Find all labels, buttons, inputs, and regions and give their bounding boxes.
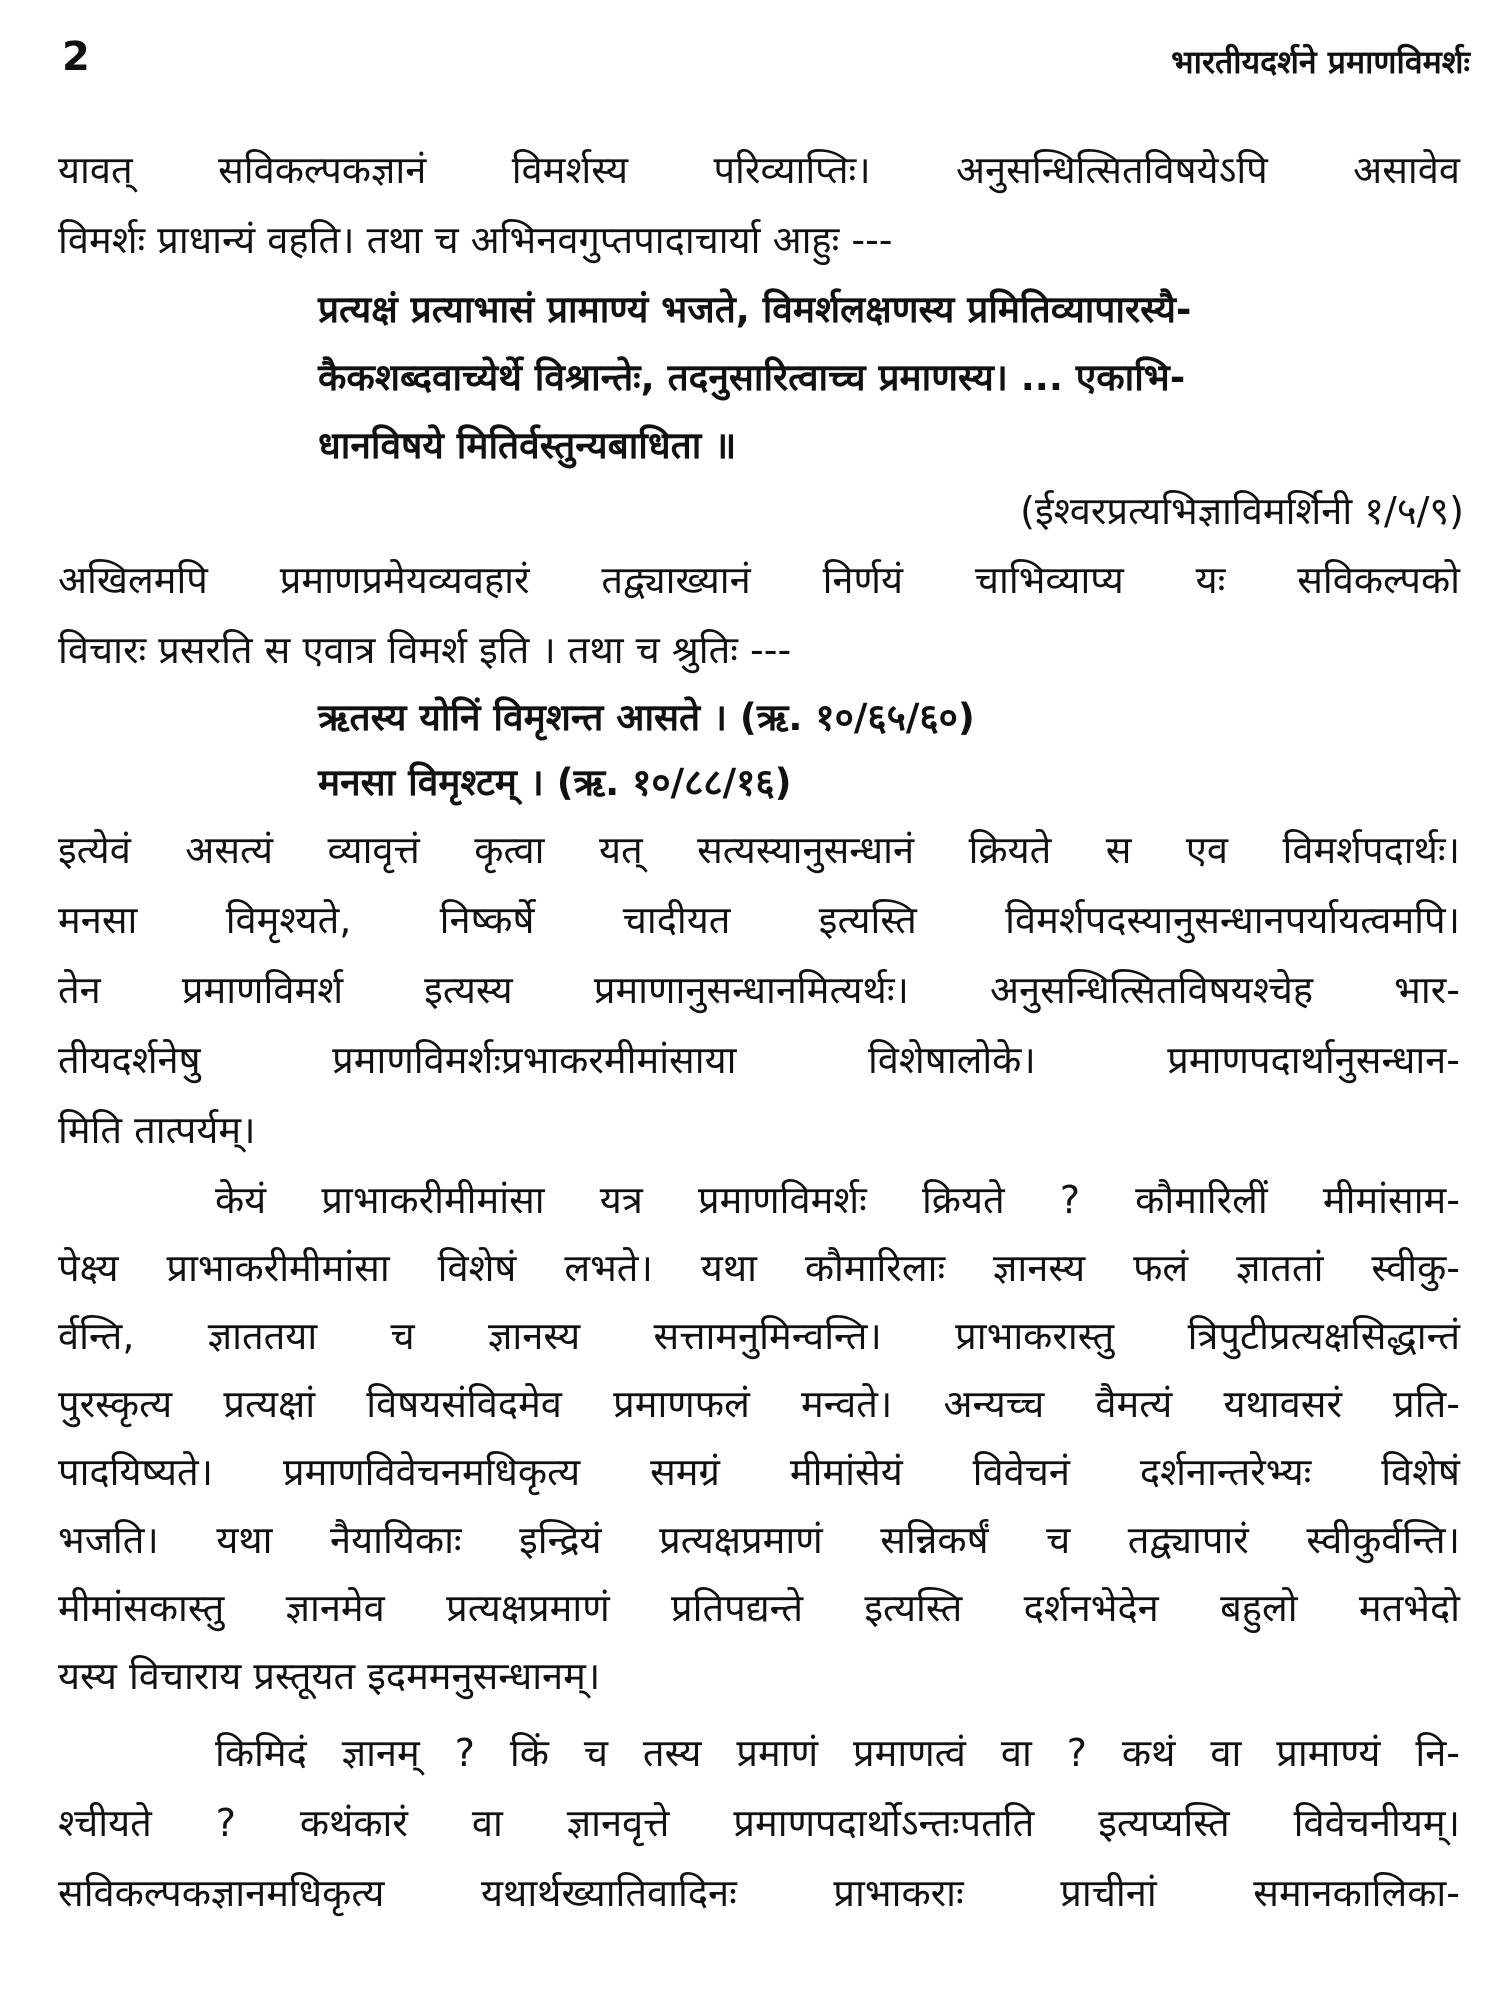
running-title: भारतीयदर्शने प्रमाणविमर्शः bbox=[1171, 43, 1470, 81]
body-line: पुरस्कृत्य प्रत्यक्षां विषयसंविदमेव प्रमाणफलं मन्वते। अन्यच्च वैमत्यं यथावसरं प्रति- bbox=[58, 1382, 1460, 1426]
quote-source: (ईश्वरप्रत्यभिज्ञाविमर्शिनी १/५/९) bbox=[1020, 489, 1464, 533]
quote-line: कैकशब्दवाच्येर्थे विश्रान्तेः, तदनुसारित्वाच्च प्रमाणस्य। ... एकाभि- bbox=[318, 356, 1186, 399]
body-line: मीमांसकास्तु ज्ञानमेव प्रत्यक्षप्रमाणं प्रतिपद्यन्ते इत्यस्ति दर्शनभेदेन बहुलो मतभेदो bbox=[58, 1586, 1460, 1630]
body-line: अखिलमपि प्रमाणप्रमेयव्यवहारं तद्व्याख्यानं निर्णयं चाभिव्याप्य यः सविकल्पको bbox=[58, 558, 1460, 602]
vedic-quote: ऋतस्य योनिं विमृशन्त आसते । (ऋ. १०/६५/६०) bbox=[318, 696, 975, 739]
page-number: 2 bbox=[62, 34, 90, 80]
body-line: विमर्शः प्राधान्यं वहति। तथा च अभिनवगुप्तपादाचार्या आहुः --- bbox=[58, 218, 893, 262]
body-line: विचारः प्रसरति स एवात्र विमर्श इति । तथा च श्रुतिः --- bbox=[58, 628, 792, 672]
body-line: भजति। यथा नैयायिकाः इन्द्रियं प्रत्यक्षप्रमाणं सन्निकर्षं च तद्व्यापारं स्वीकुर्वन्ति। bbox=[58, 1518, 1460, 1562]
body-line: र्वन्ति, ज्ञाततया च ज्ञानस्य सत्तामनुमिन्वन्ति। प्राभाकरास्तु त्रिपुटीप्रत्यक्षसिद्धान्तं bbox=[58, 1314, 1460, 1358]
quote-line: धानविषये मितिर्वस्तुन्यबाधिता ॥ bbox=[318, 424, 737, 467]
body-line-indented: केयं प्राभाकरीमीमांसा यत्र प्रमाणविमर्शः क्रियते ? कौमारिलीं मीमांसाम- bbox=[215, 1178, 1460, 1222]
body-line: इत्येवं असत्यं व्यावृत्तं कृत्वा यत् सत्यस्यानुसन्धानं क्रियते स एव विमर्शपदार्थः। bbox=[58, 828, 1460, 872]
body-line: सविकल्पकज्ञानमधिकृत्य यथार्थख्यातिवादिनः प्राभाकराः प्राचीनां समानकालिका- bbox=[58, 1871, 1460, 1915]
body-line: पादयिष्यते। प्रमाणविवेचनमधिकृत्य समग्रं मीमांसेयं विवेचनं दर्शनान्तरेभ्यः विशेषं bbox=[58, 1450, 1460, 1494]
body-line: तेन प्रमाणविमर्श इत्यस्य प्रमाणानुसन्धानमित्यर्थः। अनुसन्धित्सितविषयश्चेह भार- bbox=[58, 968, 1460, 1012]
body-line: यस्य विचाराय प्रस्तूयत इदममनुसन्धानम्। bbox=[58, 1654, 601, 1698]
vedic-quote: मनसा विमृश्टम् । (ऋ. १०/८८/१६) bbox=[318, 761, 792, 804]
body-line: पेक्ष्य प्राभाकरीमीमांसा विशेषं लभते। यथा कौमारिलाः ज्ञानस्य फलं ज्ञाततां स्वीकु- bbox=[58, 1246, 1460, 1290]
body-line: तीयदर्शनेषु प्रमाणविमर्शःप्रभाकरमीमांसाया विशेषालोके। प्रमाणपदार्थानुसन्धान- bbox=[58, 1038, 1460, 1082]
body-line: श्चीयते ? कथंकारं वा ज्ञानवृत्ते प्रमाणपदार्थोऽन्तःपतति इत्यप्यस्ति विवेचनीयम्। bbox=[58, 1801, 1460, 1845]
body-line: मिति तात्पर्यम्। bbox=[58, 1108, 256, 1152]
body-line: मनसा विमृश्यते, निष्कर्षे चादीयत इत्यस्ति विमर्शपदस्यानुसन्धानपर्यायत्वमपि। bbox=[58, 898, 1460, 942]
body-line-indented: किमिदं ज्ञानम् ? किं च तस्य प्रमाणं प्रमाणत्वं वा ? कथं वा प्रामाण्यं नि- bbox=[215, 1731, 1460, 1775]
body-line: यावत् सविकल्पकज्ञानं विमर्शस्य परिव्याप्तिः। अनुसन्धित्सितविषयेऽपि असावेव bbox=[58, 148, 1460, 192]
quote-line: प्रत्यक्षं प्रत्याभासं प्रामाण्यं भजते, विमर्शलक्षणस्य प्रमितिव्यापारस्यै- bbox=[318, 288, 1192, 331]
